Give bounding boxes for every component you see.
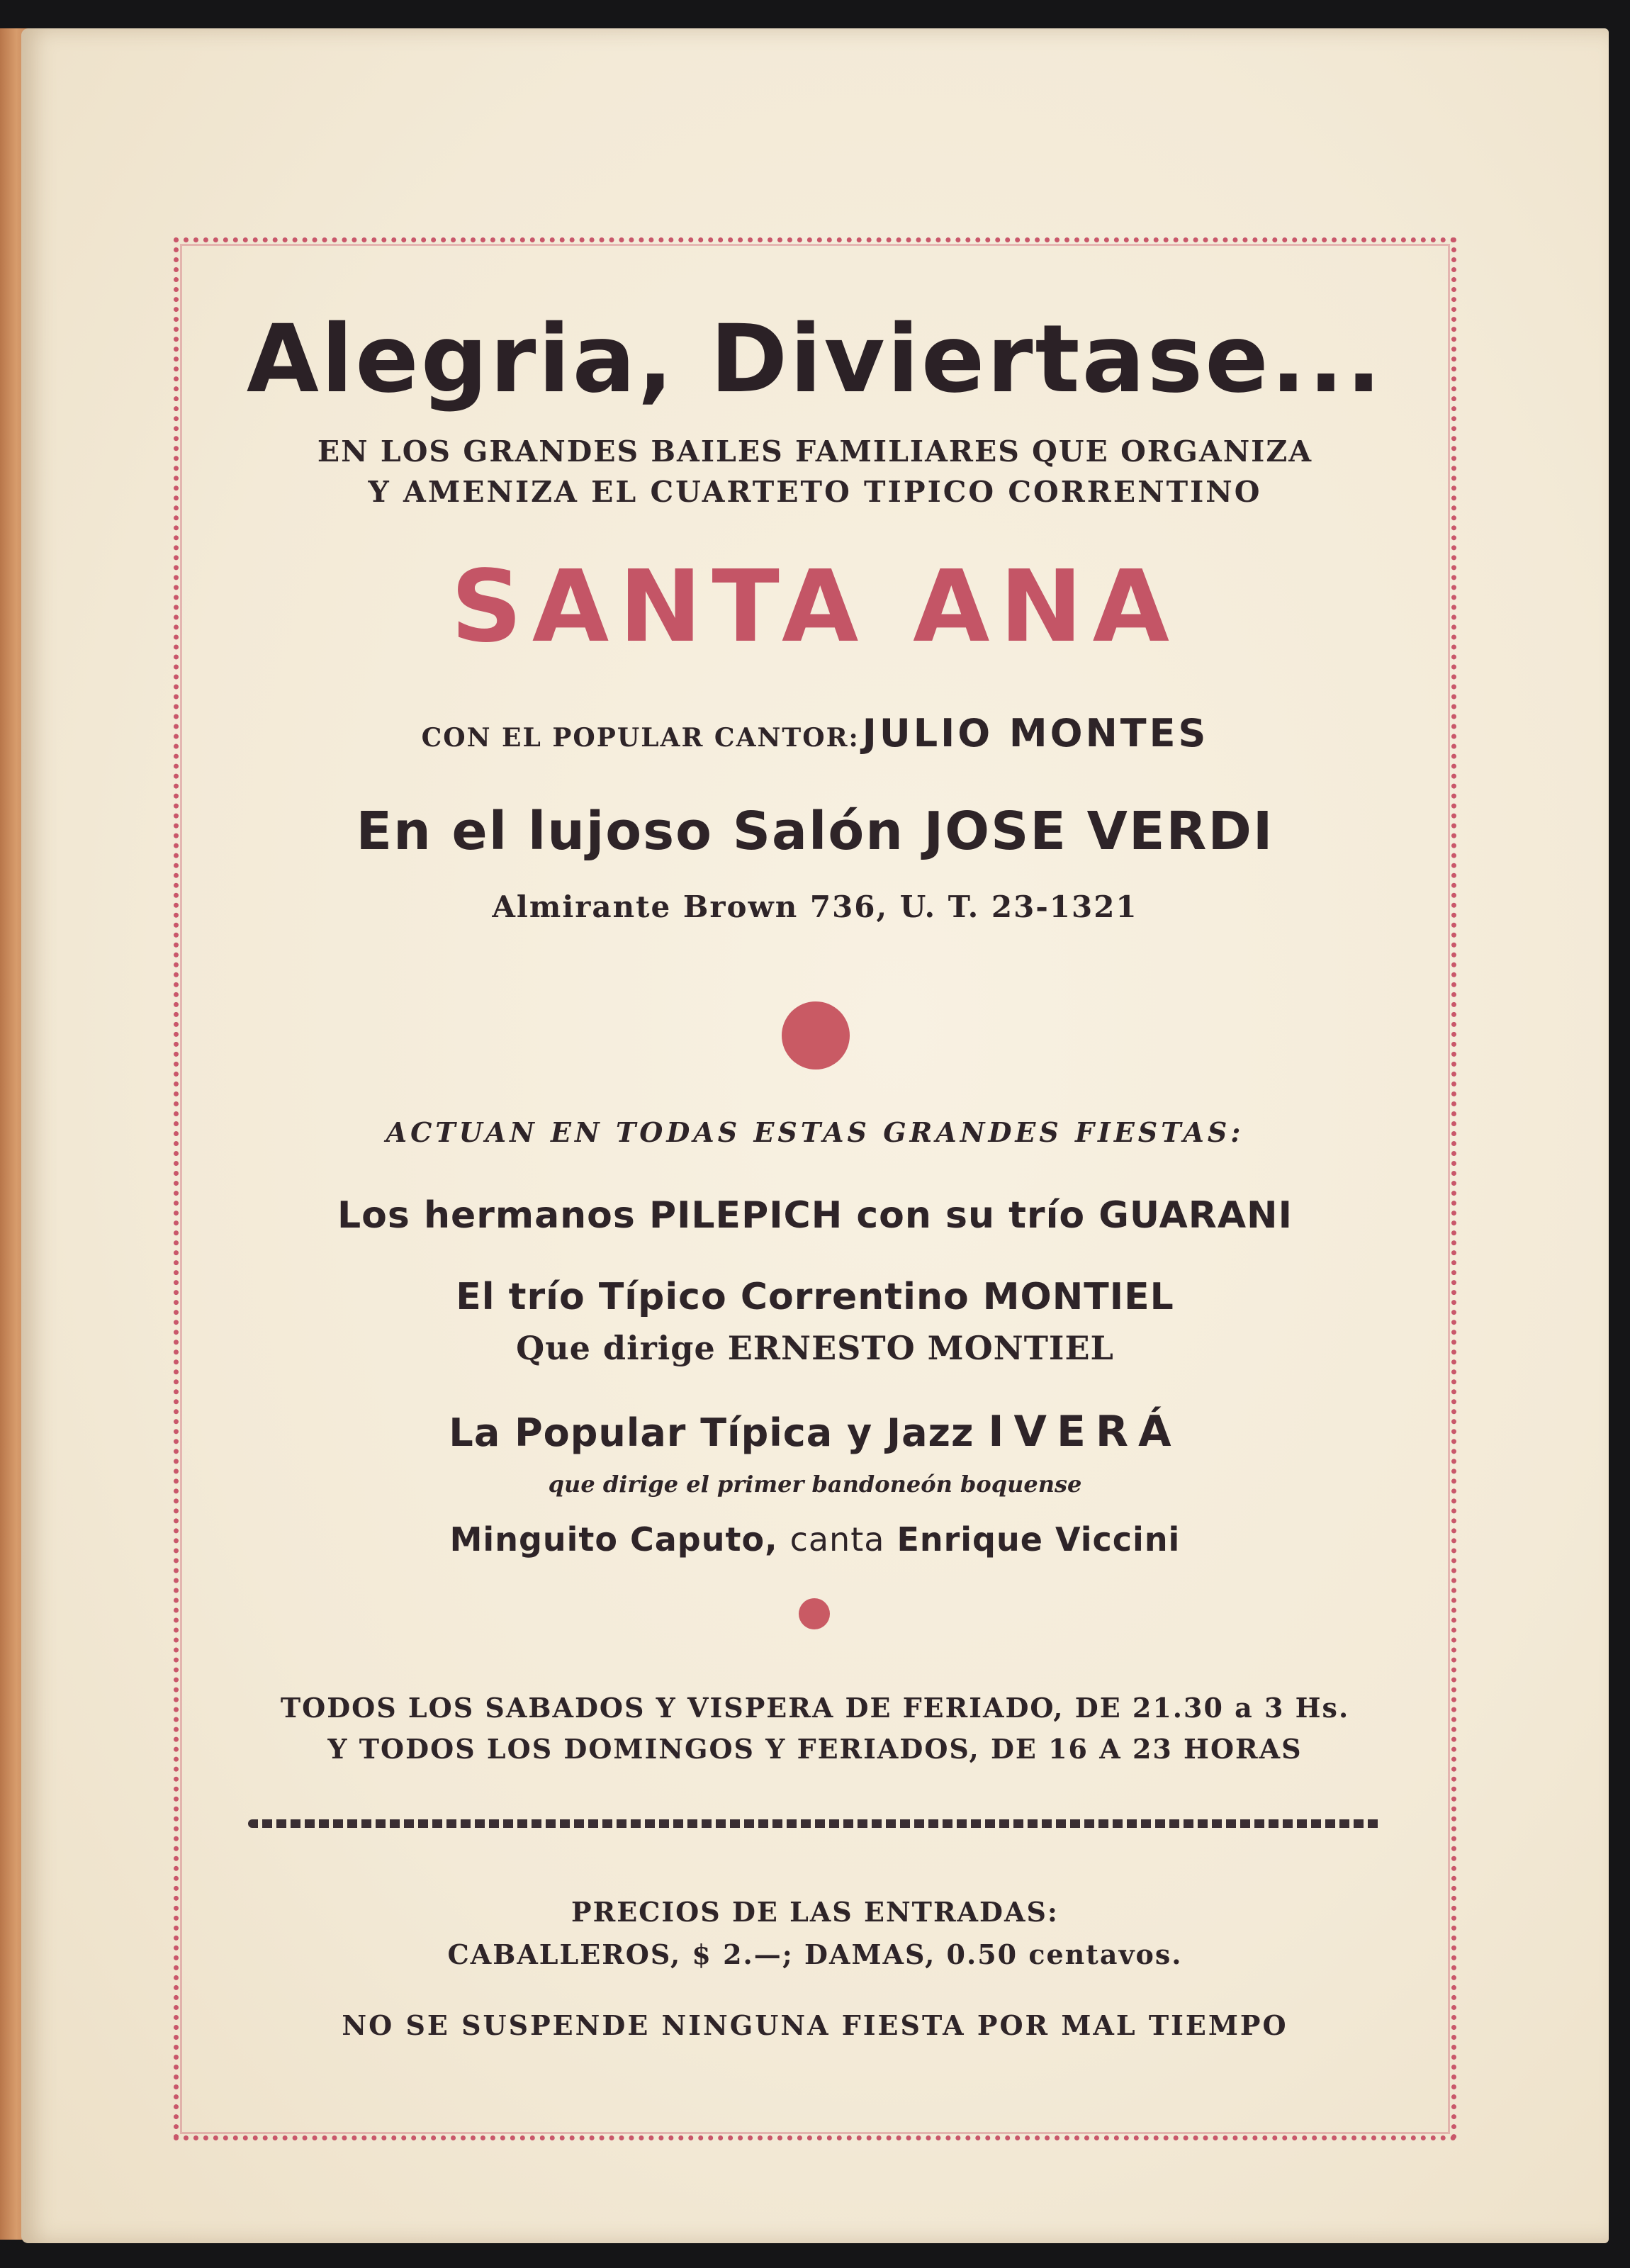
act-ivera-members	[174, 1520, 1456, 1559]
band-name: SANTA ANA	[451, 549, 1179, 665]
weather-notice: NO SE SUSPENDE NINGUNA FIESTA POR MAL TIEMPO	[342, 2009, 1288, 2041]
decorative-divider	[248, 1819, 1382, 1828]
act-ivera-singer: Enrique Viccini	[896, 1520, 1181, 1559]
decorative-border	[174, 237, 1456, 2140]
act-pilepich: Los hermanos PILEPICH con su trío GUARANI	[337, 1194, 1293, 1237]
subline-organizer: EN LOS GRANDES BAILES FAMILIARES QUE ORGANIZA	[317, 434, 1313, 468]
venue: En el lujoso Salón JOSE VERDI	[356, 801, 1274, 862]
prices-heading: PRECIOS DE LAS ENTRADAS:	[571, 1896, 1059, 1928]
ornament-dot-large	[782, 1001, 850, 1070]
venue-address: Almirante Brown 736, U. T. 23-1321	[492, 889, 1138, 924]
acts-heading: ACTUAN EN TODAS ESTAS GRANDES FIESTAS:	[386, 1116, 1244, 1148]
prices-detail: CABALLEROS, $ 2.—; DAMAS, 0.50 centavos.	[447, 1938, 1183, 1970]
subline-band-type: Y AMENIZA EL CUARTETO TIPICO CORRENTINO	[368, 475, 1262, 509]
act-ivera-name: IVERÁ	[988, 1407, 1181, 1456]
ornament-dot-small	[799, 1598, 830, 1629]
singer-name: JULIO MONTES	[862, 711, 1209, 756]
act-ivera	[174, 1407, 1456, 1456]
act-montiel-director: Que dirige ERNESTO MONTIEL	[516, 1329, 1114, 1367]
schedule-sundays: Y TODOS LOS DOMINGOS Y FERIADOS, DE 16 A 23 HORAS	[327, 1733, 1303, 1765]
act-ivera-director: que dirige el primer bandoneón boquense	[548, 1471, 1082, 1498]
schedule-saturdays: TODOS LOS SABADOS Y VISPERA DE FERIADO, DE 21.30 a 3 Hs.	[280, 1692, 1350, 1724]
singer-lead: CON EL POPULAR CANTOR:	[421, 723, 860, 753]
act-ivera-leader: Minguito Caputo,	[449, 1520, 778, 1559]
act-montiel: El trío Típico Correntino MONTIEL	[456, 1276, 1174, 1318]
act-ivera-lead: La Popular Típica y Jazz	[449, 1410, 974, 1455]
act-ivera-sings: canta	[789, 1520, 885, 1559]
headline: Alegria, Diviertase...	[246, 305, 1384, 414]
singer-line	[174, 711, 1456, 756]
magazine-page	[21, 28, 1609, 2243]
